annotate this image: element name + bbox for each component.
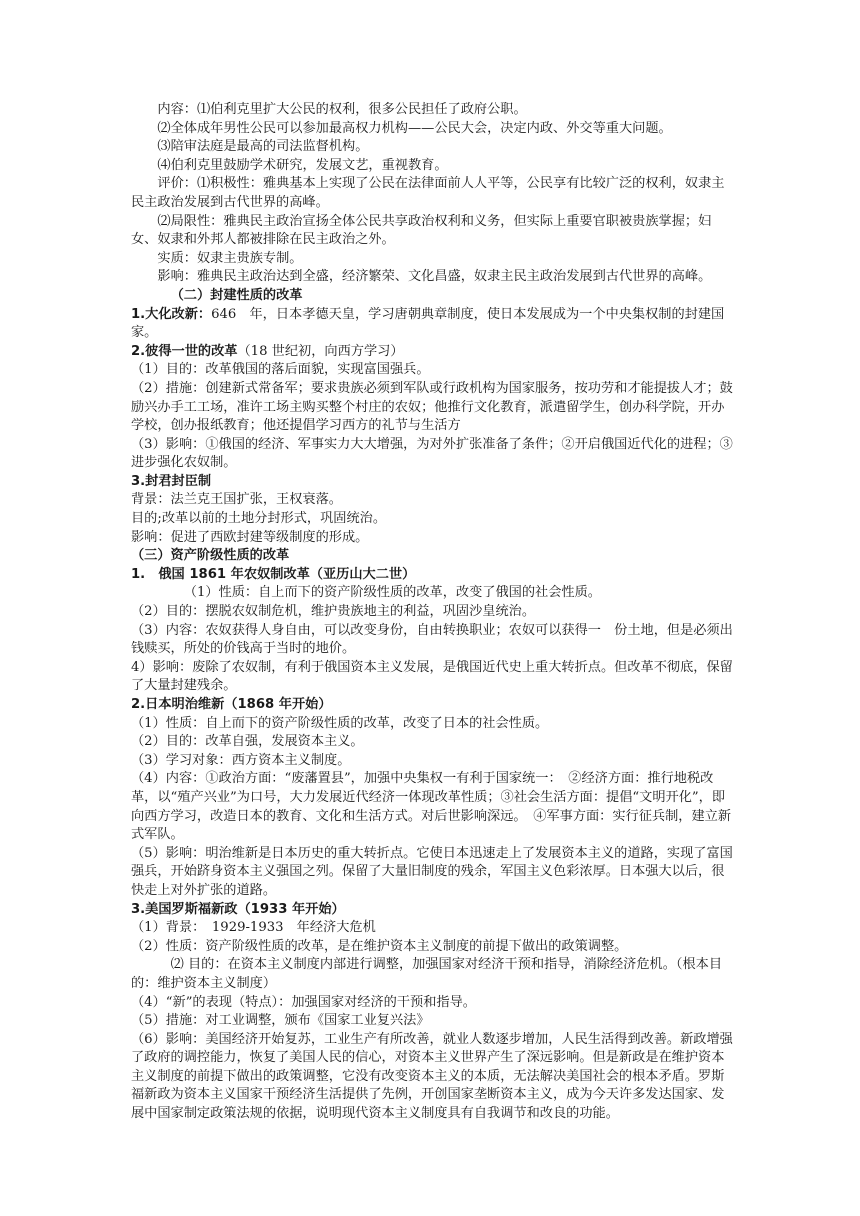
paragraph xyxy=(131,343,735,362)
paragraph: 内容：⑴伯利克里扩大公民的权利，很多公民担任了政府公职。 xyxy=(157,102,527,117)
paragraph: 评价：⑴积极性：雅典基本上实现了公民在法律面前人人平等，公民享有比较广泛的权利，奴隶主民主政治发展到古代世界的高峰。 xyxy=(131,176,725,210)
paragraph: 影响：雅典民主政治达到全盛，经济繁荣、文化昌盛，奴隶主民主政治发展到古代世界的高峰。 xyxy=(157,269,712,285)
section-heading: （三）资产阶级性质的改革 xyxy=(131,548,290,564)
document-body xyxy=(131,101,735,1124)
paragraph: 背景：法兰克王国扩张，王权衰落。 xyxy=(131,492,342,508)
paragraph: （1）目的：改革俄国的落后面貌，实现富国强兵。 xyxy=(131,362,430,378)
item-text: 646 年，日本孝德天皇，学习唐朝典章制度，使日本发展成为一个中央集权制的封建国家。 xyxy=(131,306,725,341)
paragraph: （5）影响：明治维新是日本历史的重大转折点。它使日本迅速走上了发展资本主义的道路，实现了富国强兵，开始跻身资本主义强国之列。保留了大量旧制度的残余，军国主义色彩浓厚。日本强大以后，很快走上对外扩张的道路。 xyxy=(131,845,733,898)
paragraph: （4）“新”的表现（特点）：加强国家对经济的干预和指导。 xyxy=(131,994,476,1010)
paragraph: （2）目的：改革自强，发展资本主义。 xyxy=(131,734,364,750)
paragraph: ⑷伯利克里鼓励学术研究，发展文艺，重视教育。 xyxy=(157,157,448,173)
item-heading: 2.日本明治维新（1868 年开始） xyxy=(131,697,332,712)
paragraph: 目的;改革以前的土地分封形式，巩固统治。 xyxy=(131,511,387,527)
paragraph: ⑵局限性：雅典民主政治宣扬全体公民共享政治权利和义务，但实际上重要官职被贵族掌握；妇女、奴隶和外邦人都被排除在民主政治之外。 xyxy=(131,213,712,248)
paragraph: （2）性质：资产阶级性质的改革，是在维护资本主义制度的前提下做出的政策调整。 xyxy=(131,938,628,954)
item-heading: 1. 俄国 1861 年农奴制改革（亚历山大二世） xyxy=(131,566,416,582)
item-heading: 3.封君封臣制 xyxy=(131,473,212,489)
paragraph: 实质：奴隶主贵族专制。 xyxy=(157,250,303,266)
item-heading: 2.彼得一世的改革 xyxy=(131,343,238,359)
paragraph: （3）内容：农奴获得人身自由，可以改变身份，自由转换职业；农奴可以获得一 份土地，但是必须出钱赎买，所处的价钱高于当时的地价。 xyxy=(131,622,733,657)
paragraph: （4）内容：①政治方面：“废藩置县”，加强中央集权一有利于国家统一： ②经济方面：推行地税改革，以“殖产兴业”为口号，大力发展近代经济一体现改革性质；③社会生活方面：提倡“文明开化”，即向西方学习，改造日本的教育、文化和生活方式。对后世影响深远。 ④军事方面：实行征兵制，建立新式军队。 xyxy=(131,771,732,843)
item-heading: 3.美国罗斯福新政（1933 年开始） xyxy=(131,901,345,917)
paragraph: 影响：促进了西欧封建等级制度的形成。 xyxy=(131,529,369,545)
paragraph xyxy=(131,306,735,343)
item-heading: 1.大化改新： xyxy=(131,306,212,322)
paragraph: （6）影响：美国经济开始复苏，工业生产有所改善，就业人数逐步增加，人民生活得到改善。新政增强了政府的调控能力，恢复了美国人民的信心，对资本主义世界产生了深远影响。但是新政是在维护资本主义制度的前提下做出的政策调整，它没有改变资本主义的本质，无法解决美国社会的根本矛盾。罗斯福新政为资本主义国家干预经济生活提供了先例，开创国家垄断资本主义，成为今天许多发达国家、发展中国家制定政策法规的依据，说明现代资本主义制度具有自我调节和改良的功能。 xyxy=(131,1031,733,1122)
paragraph: ⑵全体成年男性公民可以参加最高权力机构——公民大会，决定内政、外交等重大问题。 xyxy=(157,120,672,136)
paragraph: ⑶陪审法庭是最高的司法监督机构。 xyxy=(157,139,369,155)
paragraph: ⑵ 目的：在资本主义制度内部进行调整，加强国家对经济干预和指导，消除经济危机。（根本目的：维护资本主义制度） xyxy=(131,957,723,991)
paragraph: （2）目的：摆脱农奴制危机，维护贵族地主的利益，巩固沙皇统治。 xyxy=(131,604,536,620)
paragraph: 4）影响：废除了农奴制，有利于俄国资本主义发展，是俄国近代史上重大转折点。但改革不彻底，保留了大量封建残余。 xyxy=(131,659,733,694)
paragraph: （3）影响：①俄国的经济、军事实力大大增强，为对外扩张准备了条件；②开启俄国近代化的进程；③进步强化农奴制。 xyxy=(131,436,733,471)
paragraph: （3）学习对象：西方资本主义制度。 xyxy=(131,752,351,768)
paragraph: （1）性质：自上而下的资产阶级性质的改革，改变了俄国的社会性质。 xyxy=(183,585,601,601)
paragraph: （2）措施：创建新式常备军；要求贵族必须到军队或行政机构为国家服务，按功劳和才能提拔人才；鼓励兴办手工工场，准许工场主购买整个村庄的农奴；他推行文化教育，派遣留学生，创办科学院，开办学校，创办报纸教育；他还提倡学习西方的礼节与生活方 xyxy=(131,380,733,434)
paragraph: （1）性质：自上而下的资产阶级性质的改革，改变了日本的社会性质。 xyxy=(131,715,549,731)
paragraph: （5）措施：对工业调整，颁布《国家工业复兴法》 xyxy=(131,1013,430,1029)
section-heading: （二）封建性质的改革 xyxy=(170,287,303,303)
paragraph: （1）背景： 1929-1933 年经济大危机 xyxy=(131,920,376,936)
item-text: （18 世纪初，向西方学习） xyxy=(237,343,404,359)
